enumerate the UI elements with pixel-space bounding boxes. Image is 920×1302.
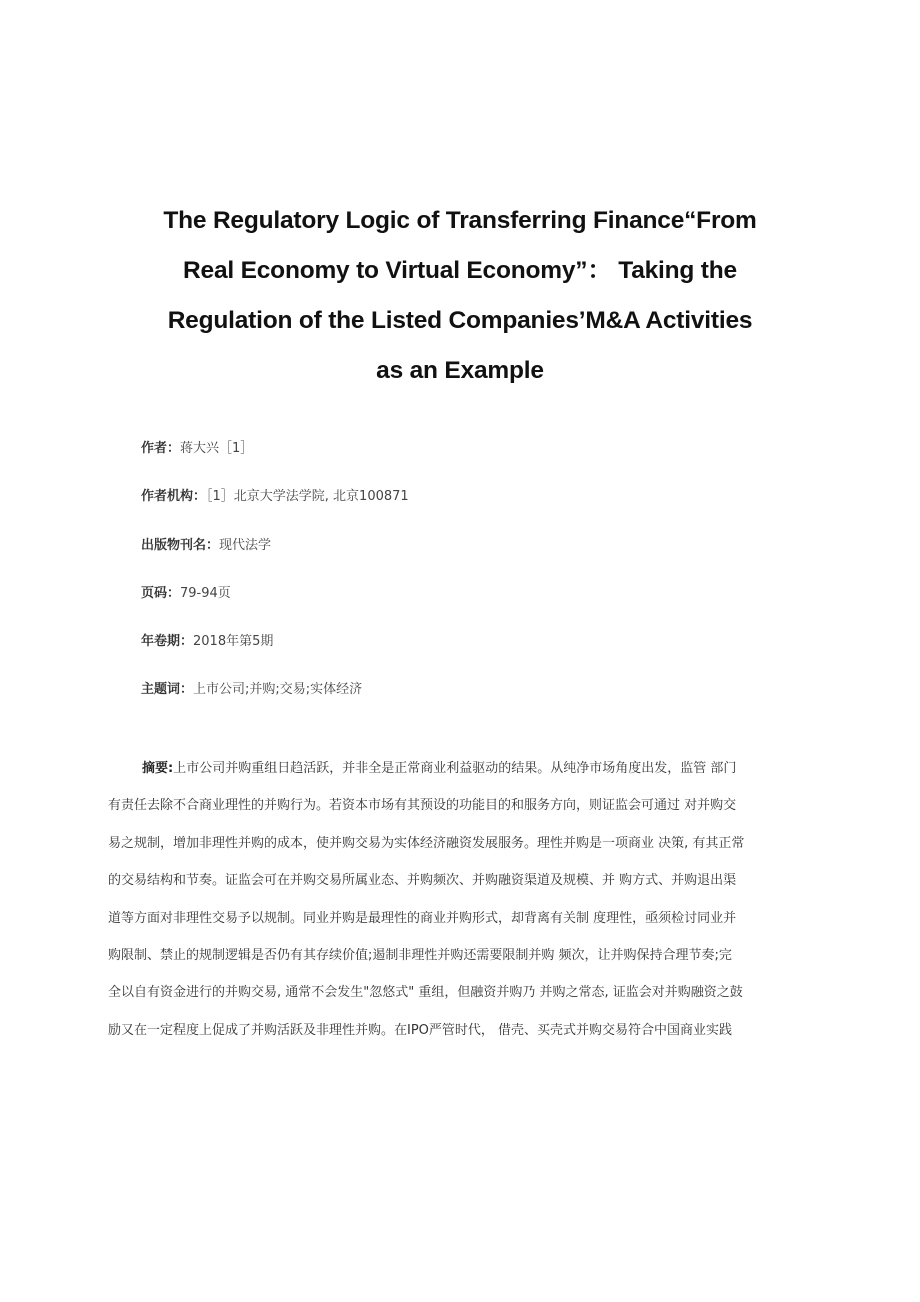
title-line-2: Real Economy to Virtual Economy”： Taking the <box>183 257 737 284</box>
pages-label: 页码： <box>141 585 181 601</box>
author-value: 蒋大兴［1］ <box>180 441 254 456</box>
abstract-line: 有责任去除不合商业理性的并购行为。若资本市场有其预设的功能目的和服务方向，则证监会可通过 对并购交 <box>108 798 737 814</box>
abstract-line: 易之规制，增加非理性并购的成本，使并购交易为实体经济融资发展服务。理性并购是一项商业 决策, 有其正常 <box>108 835 745 851</box>
abstract-line: 全以自有资金进行的并购交易, 通常不会发生"忽悠式" 重组，但融资并购乃 并购之常态, 证监会对并购融资之鼓 <box>108 985 743 1001</box>
paper-title <box>110 196 810 396</box>
abstract-line: 的交易结构和节奏。证监会可在并购交易所属业态、并购频次、并购融资渠道及规模、并 购方式、并购退出渠 <box>108 873 737 889</box>
institution-value: ［1］北京大学法学院, 北京100871 <box>206 489 409 505</box>
abstract-label: 摘要: <box>142 761 174 776</box>
abstract-block <box>108 750 812 1049</box>
issue-row <box>141 623 801 671</box>
journal-label: 出版物刊名： <box>141 537 220 553</box>
journal-value: 现代法学 <box>219 537 272 553</box>
metadata-block <box>141 430 801 720</box>
title-line-1: The Regulatory Logic of Transferring Finance“From <box>163 207 757 234</box>
abstract-line: 道等方面对非理性交易予以规制。同业并购是最理性的商业并购形式，却背离有关制 度理性，亟须检讨同业并 <box>108 910 737 926</box>
institution-label: 作者机构： <box>141 489 207 505</box>
journal-row <box>141 527 801 575</box>
institution-row <box>141 478 801 526</box>
issue-value: 2018年第5期 <box>193 634 274 650</box>
pages-value: 79-94页 <box>180 585 231 601</box>
author-row <box>141 430 801 478</box>
issue-label: 年卷期： <box>141 634 194 650</box>
keywords-row <box>141 671 801 719</box>
title-line-3: Regulation of the Listed Companies’M&A Activities <box>167 307 753 334</box>
keywords-label: 主题词： <box>141 682 194 698</box>
author-label: 作者： <box>141 441 181 456</box>
abstract-text: 上市公司并购重组日趋活跃，并非全是正常商业利益驱动的结果。从纯净市场角度出发，监管 部门 <box>173 761 737 776</box>
title-line-4: as an Example <box>376 357 544 384</box>
abstract-line: 购限制、禁止的规制逻辑是否仍有其存续价值;遏制非理性并购还需要限制并购 频次，让并购保持合理节奏;完 <box>108 948 732 964</box>
abstract-line <box>108 750 812 787</box>
abstract-line: 励又在一定程度上促成了并购活跃及非理性并购。在IPO严管时代， 借壳、买壳式并购交易符合中国商业实践 <box>108 1022 733 1038</box>
pages-row <box>141 575 801 623</box>
keywords-value: 上市公司;并购;交易;实体经济 <box>193 682 363 698</box>
